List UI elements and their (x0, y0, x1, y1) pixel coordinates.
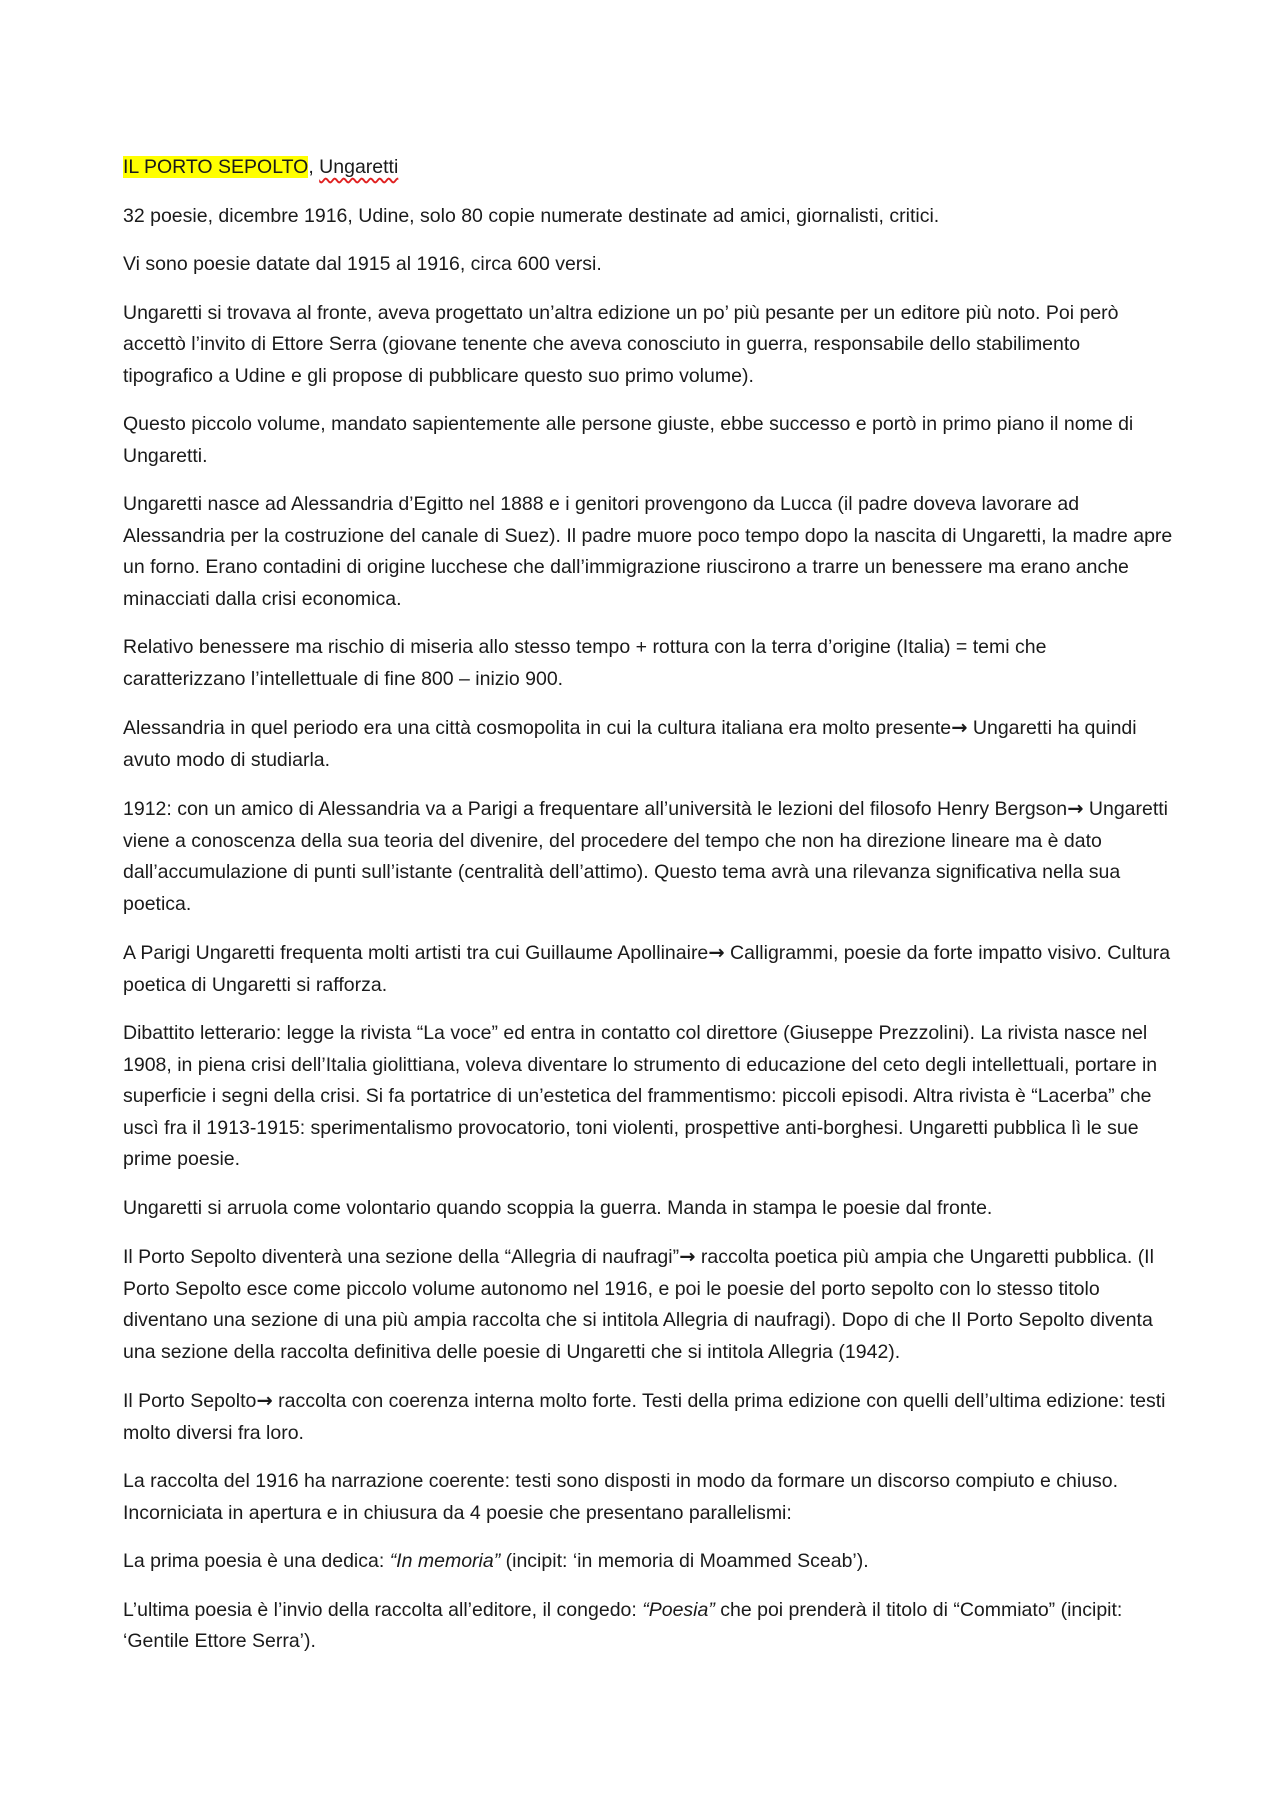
arrow-icon: → (708, 941, 725, 964)
document-title (123, 152, 1173, 184)
paragraph-7-part-a: Alessandria in quel periodo era una città cosmopolita in cui la cultura italiana era molto presente (123, 717, 952, 739)
paragraph-7-part-b: Ungaretti ha quindi avuto modo di studiarla. (123, 717, 1137, 771)
arrow-icon: → (1067, 797, 1084, 820)
paragraph-4: Questo piccolo volume, mandato sapientemente alle persone giuste, ebbe successo e portò in primo piano il nome di Ungaretti. (123, 413, 1134, 467)
paragraph-14: La raccolta del 1916 ha narrazione coerente: testi sono disposti in modo da formare un discorso compiuto e chiuso. Incorniciata in apertura e in chiusura da 4 poesie che presentano parallelismi: (123, 1470, 1119, 1524)
title-highlighted: IL PORTO SEPOLTO (123, 156, 309, 178)
title-separator: , (308, 156, 320, 178)
paragraph-10: Dibattito letterario: legge la rivista “La voce” ed entra in contatto col direttore (Giuseppe Prezzolini). La rivista nasce nel 1908, in piena crisi dell’Italia giolittiana, voleva diventare lo strumento di educazione del ceto degli intellettuali, portare in superficie i segni della crisi. Si fa portatrice di un’estetica del frammentismo: piccoli episodi. Altra rivista è “Lacerba” che uscì fra il 1913-1915: sperimentalismo provocatorio, toni violenti, prospettive anti-borghesi. Ungaretti pubblica lì le sue prime poesie. (123, 1022, 1158, 1170)
paragraph-11: Ungaretti si arruola come volontario quando scoppia la guerra. Manda in stampa le poesie dal fronte. (123, 1196, 993, 1219)
paragraph-15-part-c: (incipit: ‘in memoria di Moammed Sceab’). (500, 1550, 869, 1572)
document-page (123, 152, 1173, 1675)
arrow-icon: → (679, 1245, 696, 1268)
paragraph-8 (123, 793, 1173, 920)
paragraph-8-part-a: 1912: con un amico di Alessandria va a Parigi a frequentare all’università le lezioni del filosofo Henry Bergson (123, 798, 1068, 820)
poem-title-in-memoria: “In memoria” (389, 1550, 501, 1572)
paragraph-9 (123, 937, 1173, 1001)
paragraph-2: Vi sono poesie datate dal 1915 al 1916, circa 600 versi. (123, 253, 602, 275)
paragraph-5: Ungaretti nasce ad Alessandria d’Egitto nel 1888 e i genitori provengono da Lucca (il padre doveva lavorare ad Alessandria per la costruzione del canale di Suez). Il padre muore poco tempo dopo la nascita di Ungaretti, la madre apre un forno. Erano contadini di origine lucchese che dall’immigrazione riuscirono a trarre un benessere ma erano anche minacciati dalla crisi economica. (123, 493, 1173, 610)
title-author: Ungaretti (319, 156, 399, 178)
paragraph-1: 32 poesie, dicembre 1916, Udine, solo 80 copie numerate destinate ad amici, giornalisti, critici. (123, 204, 940, 227)
arrow-icon: → (951, 716, 968, 739)
paragraph-6: Relativo benessere ma rischio di miseria allo stesso tempo + rottura con la terra d’origine (Italia) = temi che caratterizzano l’intellettuale di fine 800 – inizio 900. (123, 636, 1047, 690)
paragraph-16-part-a: L’ultima poesia è l’invio della raccolta all’editore, il congedo: (123, 1598, 643, 1621)
paragraph-12-part-b: raccolta poetica più ampia che Ungaretti pubblica. (Il Porto Sepolto esce come piccolo volume autonomo nel 1916, e poi le poesie del porto sepolto con lo stesso titolo diventano una sezione di una più ampia raccolta che si intitola Allegria di naufragi). Dopo di che Il Porto Sepolto diventa una sezione della raccolta definitiva delle poesie di Ungaretti che si intitola Allegria (1942). (123, 1246, 1154, 1363)
paragraph-13-part-b: raccolta con coerenza interna molto forte. Testi della prima edizione con quelli dell’ultima edizione: testi molto diversi fra loro. (123, 1390, 1166, 1444)
paragraph-12 (123, 1241, 1173, 1368)
paragraph-12-part-a: Il Porto Sepolto diventerà una sezione della “Allegria di naufragi” (123, 1246, 680, 1268)
paragraph-15-part-a: La prima poesia è una dedica: (123, 1550, 390, 1572)
paragraph-9-part-a: A Parigi Ungaretti frequenta molti artisti tra cui Guillaume Apollinaire (123, 942, 709, 964)
paragraph-13 (123, 1385, 1173, 1449)
paragraph-16-part-c: che poi prenderà il titolo di “Commiato” (incipit: ‘Gentile Ettore Serra’). (123, 1598, 1123, 1652)
paragraph-13-part-a: Il Porto Sepolto (123, 1390, 257, 1412)
paragraph-3: Ungaretti si trovava al fronte, aveva progettato un’altra edizione un po’ più pesante per un editore più noto. Poi però accettò l’invito di Ettore Serra (giovane tenente che aveva conosciuto in guerra, responsabile dello stabilimento tipografico a Udine e gli propose di pubblicare questo suo primo volume). (123, 301, 1119, 387)
poem-title-poesia: “Poesia” (642, 1598, 715, 1621)
paragraph-8-part-b: Ungaretti viene a conoscenza della sua teoria del divenire, del procedere del tempo che non ha direzione lineare ma è dato dall’accumulazione di punti sull’istante (centralità dell’attimo). Questo tema avrà una rilevanza significativa nella sua poetica. (123, 798, 1169, 915)
paragraph-7 (123, 712, 1173, 776)
paragraph-9-part-b: Calligrammi, poesie da forte impatto visivo. Cultura poetica di Ungaretti si rafforza. (123, 942, 1171, 996)
paragraph-15 (123, 1546, 1173, 1578)
arrow-icon: → (256, 1389, 273, 1412)
paragraph-16 (123, 1595, 1173, 1658)
